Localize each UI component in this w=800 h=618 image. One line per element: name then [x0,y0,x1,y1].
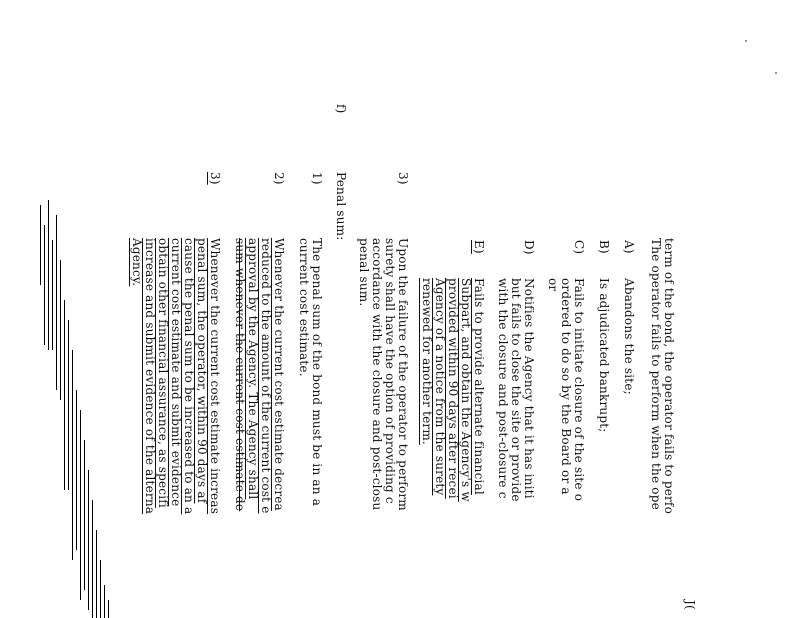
item3-label: 3) [396,172,410,185]
f-item2-line-3: approval by the Agency. The Agency shall [246,238,260,500]
f-item1-line-1: The penal sum of the bond must be in an a [310,238,324,507]
f-item3-label: 3) [208,172,222,185]
change-bar [104,585,105,618]
f-item1-label: 1) [310,172,324,185]
change-bar [52,240,53,350]
list-text-d-1: Notifies the Agency that it has initi [522,278,536,499]
change-bar [68,320,69,490]
lead-line-2: The operator fails to perform when the ope [649,238,663,510]
f-item3-line-6: increase and submit evidence of the alterna [143,238,157,515]
list-text-d-3: with the closure and post-closure c [496,278,510,499]
change-bar [40,205,41,285]
list-text-a: Abandons the site; [622,278,636,395]
change-bar [96,530,97,618]
scan-speck [775,72,777,74]
list-text-b: Is adjudicated bankrupt; [597,278,611,433]
list-text-c-1: Fails to initiate closure of the site o [572,278,586,502]
change-bar [60,260,61,400]
list-text-e-1: Fails to provide alternate financial [472,278,486,495]
list-label-b: B) [597,240,611,254]
change-bar [48,200,49,350]
change-bar [72,350,73,560]
f-item2-label: 2) [272,172,286,185]
item3-line-3: accordance with the closure and post-closu [370,238,384,511]
change-bar [80,410,81,600]
item3-line-1: Upon the failure of the operator to perform [396,238,410,511]
item3-line-2: surety shall have the option of providing c [383,238,397,504]
change-bar [56,215,57,390]
scan-speck [745,40,747,42]
change-bar [64,300,65,490]
list-label-c: C) [572,240,586,255]
f-item1-line-2: current cost estimate. [297,238,311,377]
f-item2-line-1: Whenever the current cost estimate decrea [272,238,286,511]
change-bar [84,440,85,590]
change-bar [108,600,109,618]
change-bar [100,560,101,618]
f-item3-line-5: obtain other financial assurance, as specifi [156,238,170,508]
list-label-d: D) [522,240,536,255]
list-text-c-2: ordered to do so by the Board or a [559,278,573,495]
f-item3-line-4: current cost estimate and submit evidence [169,238,183,507]
list-text-d-2: but fails to close the site or provide [509,278,523,502]
list-text-e-5: renewed for another term. [420,278,434,445]
f-item3-line-1: Whenever the current cost estimate increas [208,238,222,515]
item3-line-4: penal sum. [357,238,371,307]
list-label-e: E) [472,240,486,254]
f-item2-line-4: sum whenever the current cost estimate de [233,238,247,512]
change-bar [88,470,89,610]
change-bar [76,390,77,550]
change-bar [44,225,45,345]
list-label-a: A) [622,240,636,254]
f-item3-line-3: cause the penal sum to be increased to an a [182,238,196,515]
f-item3-line-7: Agency. [130,238,144,287]
page-mark: J( [683,600,697,610]
section-f-label: f) [334,104,348,114]
f-item3-line-2: penal sum, the operator, within 90 days af [195,238,209,504]
list-text-e-4: Agency of a notice from the surety [433,278,447,496]
section-f-title: Penal sum: [334,172,348,241]
lead-line-1: term of the bond, the operator fails to perfo [662,238,676,514]
list-text-c-3: or [546,278,560,292]
list-text-e-3: provided within 90 days after recei [446,278,460,499]
list-text-e-2: Subpart, and obtain the Agency's w [459,278,473,502]
change-bar [92,500,93,618]
f-item2-line-2: reduced to the amount of the current cost e [259,238,273,514]
